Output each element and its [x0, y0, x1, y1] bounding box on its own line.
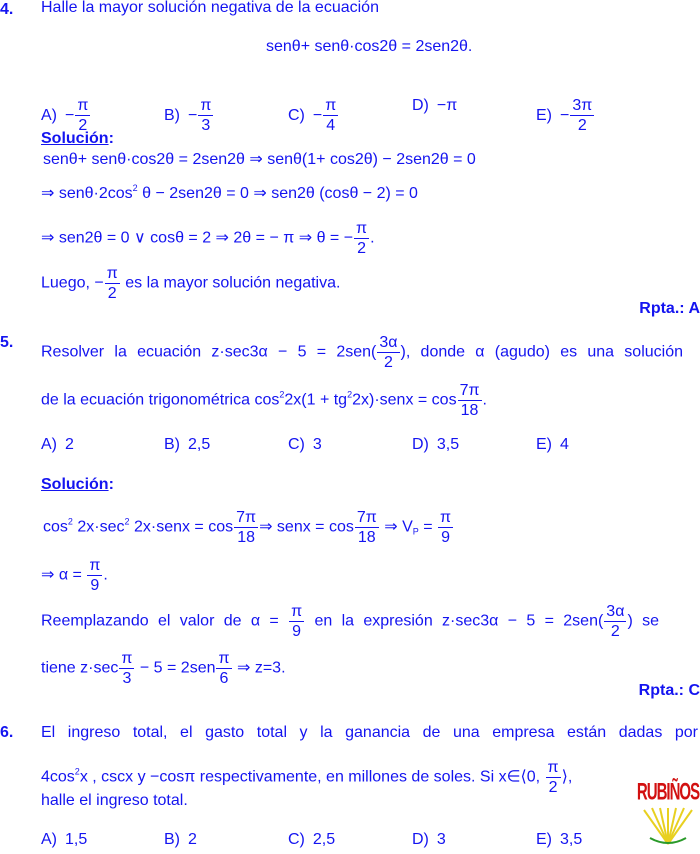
- fraction: [198, 96, 213, 135]
- denominator: 3: [201, 117, 211, 134]
- logo-text: RUBIÑOS: [636, 778, 700, 807]
- problem-statement: [41, 381, 487, 420]
- solution-line: [41, 649, 286, 688]
- math-text: 2x(1 + tg: [284, 391, 348, 409]
- option-label: C): [288, 831, 305, 848]
- option-value: [313, 435, 322, 455]
- problem-statement: [41, 791, 188, 811]
- option-value: [560, 830, 582, 850]
- option-c: [288, 830, 335, 850]
- solution-label: Solución: [41, 476, 109, 493]
- numerator: 7π: [236, 509, 257, 526]
- solution-line: [43, 508, 454, 547]
- math-text: halle el ingreso total.: [41, 792, 188, 809]
- option-label: C): [288, 436, 305, 453]
- math-text: 4cos: [41, 768, 75, 786]
- rubinos-logo: [636, 780, 700, 849]
- math-text: es la mayor solución negativa.: [120, 274, 341, 292]
- numerator: π: [218, 650, 230, 667]
- option-label: D): [412, 436, 429, 453]
- option-label: A): [41, 106, 57, 124]
- denominator: 2: [384, 354, 393, 371]
- math-text: ⇒ V: [379, 518, 413, 536]
- math-text: ⇒ senx = cos: [259, 518, 354, 536]
- numerator: 3π: [572, 97, 593, 114]
- fraction: [546, 758, 561, 797]
- problem-statement: [41, 723, 698, 743]
- numerator: π: [291, 603, 303, 620]
- math-text: 1,5: [65, 831, 88, 848]
- option-e: [536, 435, 569, 455]
- solution-line: [41, 264, 340, 303]
- option-value: [188, 435, 210, 455]
- option-label: B): [164, 436, 180, 453]
- numerator: π: [77, 97, 89, 114]
- math-text: en la expresión z·sec3α − 5 = 2sen(: [305, 612, 604, 630]
- denominator: 9: [441, 529, 450, 546]
- math-text: Reemplazando el valor de α =: [41, 612, 289, 630]
- numerator: π: [106, 265, 118, 282]
- math-text: de la ecuación trigonométrica cos: [41, 391, 280, 409]
- math-text: ⇒ z=3.: [232, 659, 286, 677]
- option-c: [288, 96, 339, 135]
- numerator: 3α: [379, 334, 398, 351]
- option-label: B): [164, 831, 180, 848]
- option-label: D): [412, 831, 429, 848]
- math-text: −: [65, 106, 75, 124]
- fraction: [438, 508, 453, 547]
- numerator: π: [547, 759, 559, 776]
- denominator: 2: [610, 623, 620, 640]
- math-text: senθ+ senθ·cos2θ = 2sen2θ.: [266, 38, 473, 55]
- option-value: [437, 96, 457, 116]
- denominator: 18: [237, 529, 255, 546]
- math-text: ⇒ α =: [41, 566, 87, 584]
- exponent: 2: [124, 516, 130, 527]
- solution-line: [41, 178, 418, 204]
- option-label: E): [536, 831, 552, 848]
- math-text: 2x·senx = cos: [129, 518, 234, 536]
- solution-line: [43, 150, 476, 170]
- solution-line: [41, 602, 659, 641]
- numerator: π: [356, 220, 368, 237]
- numerator: π: [200, 97, 212, 114]
- problem-statement: Halle la mayor solución negativa de la ecuación: [41, 0, 379, 16]
- option-label: E): [536, 106, 552, 124]
- option-b: [164, 96, 214, 135]
- fraction: [570, 96, 594, 135]
- solution-heading: [41, 129, 114, 149]
- math-text: ⟩,: [561, 768, 573, 786]
- option-value: [188, 830, 197, 850]
- denominator: 2: [548, 779, 558, 796]
- option-label: E): [536, 436, 552, 453]
- math-text: 3,5: [436, 436, 460, 453]
- math-text: − 5 = 2sen: [135, 659, 216, 677]
- denominator: 18: [357, 529, 376, 546]
- math-text: 2: [65, 436, 74, 453]
- option-d: [412, 96, 457, 116]
- option-d: [412, 830, 446, 850]
- denominator: 9: [90, 577, 100, 594]
- option-label: C): [288, 106, 305, 124]
- option-label: A): [41, 831, 57, 848]
- fraction: [105, 264, 120, 303]
- equation: [266, 37, 472, 57]
- math-text: −: [188, 106, 198, 124]
- math-text: ⇒ senθ·2cos: [41, 185, 133, 202]
- problem-statement: [41, 333, 683, 372]
- math-text: cos: [43, 518, 68, 536]
- denominator: 2: [78, 117, 88, 134]
- option-label: D): [412, 97, 429, 114]
- solution-colon: :: [108, 130, 114, 147]
- option-a: [41, 830, 87, 850]
- math-text: Resolver la ecuación z·sec3α − 5 = 2sen(: [41, 343, 377, 361]
- fraction: [355, 508, 379, 547]
- math-text: ), donde α (agudo) es una solución: [400, 343, 683, 361]
- subscript: P: [412, 526, 419, 537]
- math-text: ) se: [627, 612, 659, 630]
- answer: Rpta.: C: [638, 682, 700, 699]
- option-d: [412, 435, 459, 455]
- exponent: 2: [132, 183, 138, 193]
- math-text: 2: [188, 831, 197, 848]
- fraction: [354, 219, 369, 258]
- math-text: 3: [312, 436, 322, 453]
- option-a: [41, 435, 74, 455]
- math-text: 2,5: [312, 831, 336, 848]
- denominator: 2: [107, 285, 117, 302]
- math-text: 2x·sec: [72, 518, 125, 536]
- math-text: .: [482, 391, 487, 409]
- solution-colon: :: [108, 476, 114, 493]
- solution-line: [41, 556, 108, 595]
- numerator: 3α: [606, 603, 625, 620]
- math-text: Luego, −: [41, 274, 104, 292]
- fraction: [234, 508, 258, 547]
- numerator: π: [440, 509, 452, 526]
- solution-heading: [41, 475, 114, 495]
- option-e: [536, 96, 595, 135]
- option-value: [313, 830, 335, 850]
- option-label: A): [41, 436, 57, 453]
- option-e: [536, 830, 582, 850]
- denominator: 2: [577, 117, 587, 134]
- solution-label: Solución: [41, 130, 109, 147]
- math-text: =: [418, 518, 437, 536]
- fraction: [119, 649, 134, 688]
- option-label: B): [164, 106, 180, 124]
- fraction: [458, 381, 482, 420]
- math-text: 2,5: [188, 436, 211, 453]
- math-text: 3,5: [560, 831, 583, 848]
- exponent: 2: [67, 516, 73, 527]
- math-text: x , cscx y −cosπ respectivamente, en millones de soles. Si x∈⟨0,: [79, 768, 545, 786]
- denominator: 3: [122, 670, 132, 687]
- numerator: π: [325, 97, 337, 114]
- option-value: [437, 830, 446, 850]
- fraction: [87, 556, 102, 595]
- problem-number: 4.: [0, 1, 14, 18]
- numerator: π: [121, 650, 133, 667]
- option-b: [164, 435, 210, 455]
- numerator: 7π: [356, 509, 377, 526]
- numerator: π: [89, 557, 101, 574]
- fraction: [216, 649, 231, 688]
- fraction: [377, 333, 399, 372]
- math-text: θ − 2sen2θ = 0 ⇒ sen2θ (cosθ − 2) = 0: [137, 185, 418, 202]
- option-value: [437, 435, 459, 455]
- numerator: 7π: [459, 382, 480, 399]
- fraction: [604, 602, 626, 641]
- fraction: [289, 602, 304, 641]
- math-text: 3: [436, 831, 446, 848]
- math-text: −: [560, 106, 570, 124]
- option-value: [560, 435, 569, 455]
- option-c: [288, 435, 322, 455]
- fraction: [323, 96, 338, 135]
- exponent: 2: [74, 766, 80, 777]
- math-text: ⇒ sen2θ = 0 ∨ cosθ = 2 ⇒ 2θ = − π ⇒ θ = −: [41, 229, 354, 247]
- math-text: −: [312, 106, 323, 124]
- math-text: .: [370, 229, 375, 247]
- denominator: 6: [219, 670, 229, 687]
- option-value: [65, 435, 74, 455]
- math-text: 4: [560, 436, 569, 453]
- option-value: [188, 96, 214, 135]
- math-text: −π: [436, 97, 458, 114]
- math-text: El ingreso total, el gasto total y la ganancia de una empresa están dadas por: [41, 724, 698, 741]
- math-text: senθ+ senθ·cos2θ = 2sen2θ ⇒ senθ(1+ cos2θ) − 2sen2θ = 0: [43, 151, 476, 168]
- option-value: [560, 96, 595, 135]
- denominator: 9: [292, 623, 302, 640]
- denominator: 4: [326, 117, 336, 134]
- math-text: tiene z·sec: [41, 659, 119, 677]
- answer: Rpta.: A: [639, 300, 700, 317]
- denominator: 18: [460, 402, 479, 419]
- option-value: [65, 830, 87, 850]
- option-value: [313, 96, 339, 135]
- problem-number: 6.: [0, 724, 14, 741]
- math-text: .: [103, 566, 108, 584]
- denominator: 2: [357, 240, 367, 257]
- exponent: 2: [279, 389, 285, 400]
- solution-line: [41, 219, 375, 258]
- problem-number: 5.: [0, 334, 14, 351]
- option-b: [164, 830, 197, 850]
- exponent: 2: [347, 389, 353, 400]
- math-text: 2x)·senx = cos: [352, 391, 457, 409]
